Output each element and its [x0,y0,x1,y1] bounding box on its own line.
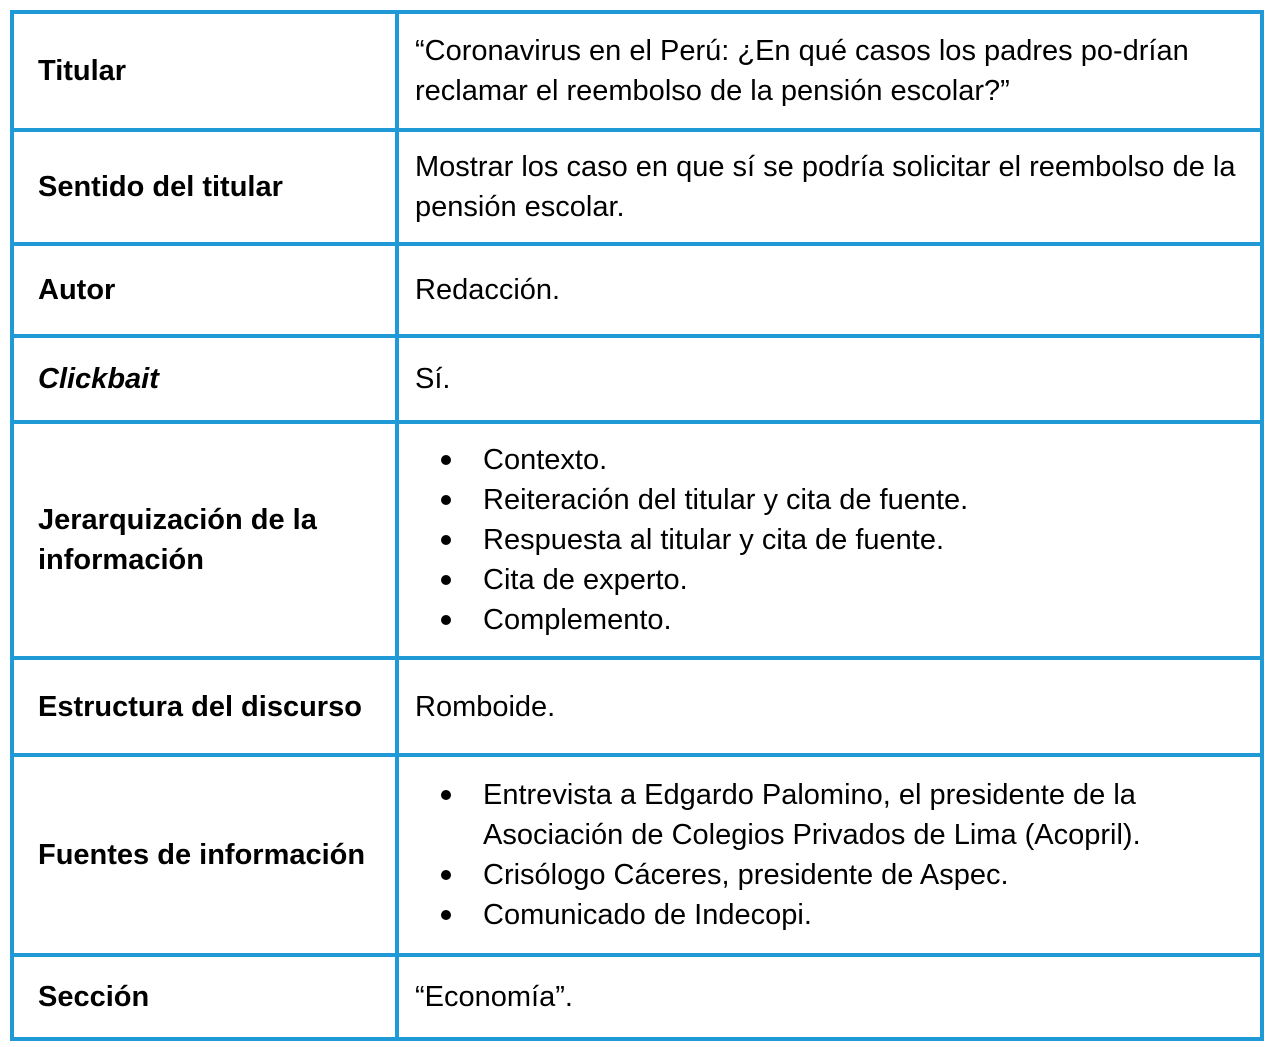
row-label-autor: Autor [12,244,397,336]
list-item: Entrevista a Edgardo Palomino, el presidente de la Asociación de Colegios Privados de Lima (Acopril). [415,775,1250,855]
row-label-clickbait [12,336,397,422]
row-label-titular: Titular [12,12,397,130]
list-item: Respuesta al titular y cita de fuente. [415,520,1250,560]
list-item: Crisólogo Cáceres, presidente de Aspec. [415,855,1250,895]
table-row [12,755,1262,955]
table-row [12,422,1262,658]
list-item: Contexto. [415,440,1250,480]
table-row [12,244,1262,336]
table-row [12,955,1262,1039]
row-label-seccion: Sección [12,955,397,1039]
list-item: Complemento. [415,600,1250,640]
table-row [12,336,1262,422]
clickbait-label-text: Clickbait [38,363,159,395]
row-value-estructura: Romboide. [397,658,1262,755]
row-value-seccion: “Economía”. [397,955,1262,1039]
row-value-clickbait: Sí. [397,336,1262,422]
bullet-list [415,775,1250,935]
list-item: Reiteración del titular y cita de fuente. [415,480,1250,520]
table-row [12,658,1262,755]
info-table [10,10,1264,1041]
row-label-fuentes: Fuentes de información [12,755,397,955]
list-item: Cita de experto. [415,560,1250,600]
row-label-estructura: Estructura del discurso [12,658,397,755]
list-item: Comunicado de Indecopi. [415,895,1250,935]
bullet-list [415,440,1250,640]
table-row [12,130,1262,244]
row-value-sentido: Mostrar los caso en que sí se podría solicitar el reembolso de la pensión escolar. [397,130,1262,244]
row-label-sentido: Sentido del titular [12,130,397,244]
row-value-jerarquizacion [397,422,1262,658]
row-label-jerarquizacion: Jerarquización de la información [12,422,397,658]
row-value-autor: Redacción. [397,244,1262,336]
table-row [12,12,1262,130]
row-value-fuentes [397,755,1262,955]
row-value-titular: “Coronavirus en el Perú: ¿En qué casos los padres po-drían reclamar el reembolso de la pensión escolar?” [397,12,1262,130]
